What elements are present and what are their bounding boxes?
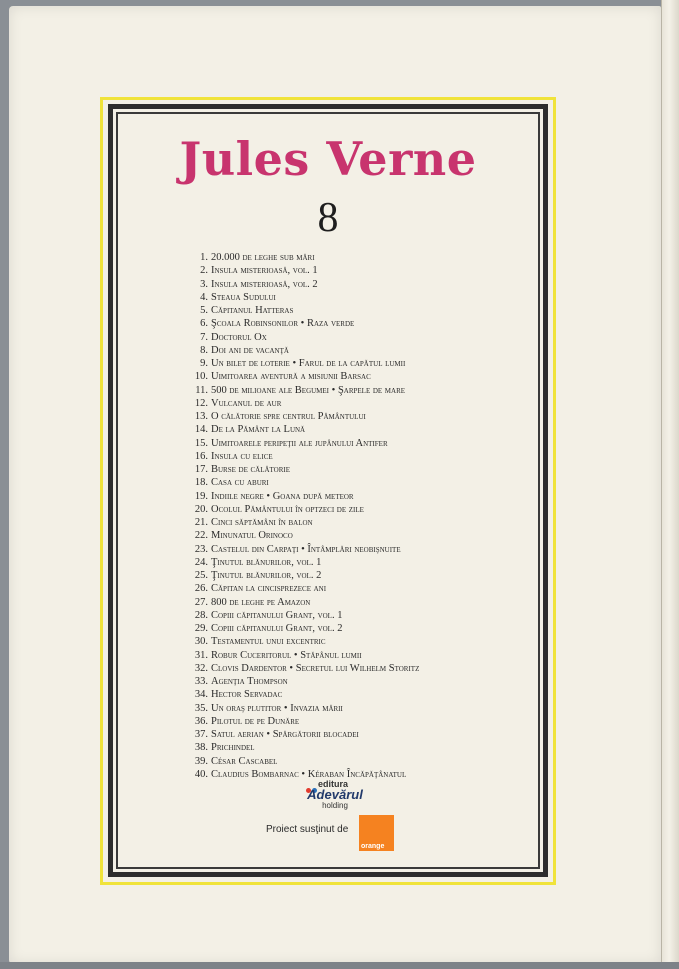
title-text: Insula misterioasă, vol. 1 — [211, 265, 318, 277]
title-text: Casa cu aburi — [211, 477, 269, 489]
publisher-line-1: editura — [318, 779, 349, 789]
title-text: 800 de leghe pe Amazon — [211, 596, 311, 608]
title-list-item — [186, 715, 486, 728]
title-list-item — [186, 649, 486, 662]
title-text: Agenţia Thompson — [211, 676, 288, 687]
title-list-item — [186, 476, 486, 489]
title-list-item — [186, 463, 486, 476]
title-number: 40. — [194, 768, 208, 780]
title-number: 12. — [194, 397, 208, 409]
title-list-item — [186, 741, 486, 754]
title-list-item — [186, 264, 486, 277]
title-text: Cinci săptămâni în balon — [211, 517, 313, 528]
title-number: 34. — [194, 689, 208, 701]
title-number: 1. — [200, 252, 208, 263]
title-list-item — [186, 702, 486, 715]
title-number: 8. — [200, 344, 208, 356]
title-number: 31. — [194, 649, 208, 661]
title-list-item — [186, 635, 486, 648]
title-list-item — [186, 450, 486, 463]
title-list-item — [186, 728, 486, 741]
title-list-item — [186, 291, 486, 304]
title-number: 15. — [194, 437, 208, 449]
title-text: Insula cu elice — [211, 450, 273, 462]
title-text: Un bilet de loterie • Farul de la capătul lumii — [211, 358, 406, 369]
title-list-item — [186, 596, 486, 609]
title-list-item — [186, 370, 486, 383]
title-text: Ţinutul blănurilor, vol. 1 — [211, 556, 322, 568]
publisher-line-2: Adevărul — [307, 787, 363, 802]
title-text: Burse de călătorie — [211, 464, 291, 475]
book-page-edge — [661, 0, 679, 969]
title-list-item — [186, 582, 486, 595]
title-text: Robur Cuceritorul • Stăpânul lumii — [211, 649, 362, 661]
title-list-item — [186, 490, 486, 503]
title-text: Căpitan la cincisprezece ani — [211, 583, 327, 595]
title-number: 10. — [194, 371, 208, 383]
title-text: Steaua Sudului — [211, 291, 276, 303]
volume-number: 8 — [317, 195, 339, 241]
title-text: Doi ani de vacanţă — [211, 344, 289, 356]
title-number: 19. — [194, 490, 208, 502]
title-list-item — [186, 755, 486, 768]
title-number: 6. — [200, 318, 208, 330]
title-text: César Cascabel — [211, 755, 278, 767]
publisher-line-3: holding — [322, 801, 348, 810]
title-text: Hector Servadac — [211, 689, 283, 701]
orange-logo — [359, 815, 394, 851]
title-list-item — [186, 304, 486, 317]
title-number: 9. — [200, 358, 208, 369]
title-number: 17. — [194, 464, 208, 475]
publisher-logo — [300, 779, 370, 811]
title-number: 16. — [194, 450, 208, 462]
author-title: Jules Verne — [179, 132, 477, 186]
title-list-item — [186, 529, 486, 542]
title-text: Pilotul de pe Dunăre — [211, 715, 300, 727]
title-list-item — [186, 503, 486, 516]
title-number: 13. — [194, 411, 208, 422]
title-number: 39. — [194, 755, 208, 767]
title-number: 21. — [194, 517, 208, 528]
title-list-item — [186, 556, 486, 569]
title-number: 28. — [194, 609, 208, 621]
title-number: 35. — [194, 702, 208, 714]
title-number: 37. — [194, 729, 208, 740]
title-text: De la Pământ la Lună — [211, 424, 306, 436]
title-list-item — [186, 397, 486, 410]
title-list-item — [186, 543, 486, 556]
title-text: Castelul din Carpaţi • Întâmplări neobişnuite — [211, 543, 401, 555]
title-text: Claudius Bombarnac • Kéraban Încăpăţânatul — [211, 768, 407, 780]
title-text: Satul aerian • Spărgătorii blocadei — [211, 729, 359, 740]
title-text: Minunatul Orinoco — [211, 530, 293, 542]
title-list-item — [186, 331, 486, 344]
title-text: 20.000 de leghe sub mări — [211, 252, 315, 263]
title-number: 14. — [194, 424, 208, 436]
title-number: 20. — [194, 503, 208, 515]
title-number: 7. — [200, 331, 208, 343]
title-list-item — [186, 516, 486, 529]
title-list-item — [186, 344, 486, 357]
title-text: Vulcanul de aur — [211, 397, 282, 409]
title-list-item — [186, 622, 486, 635]
title-text: O călătorie spre centrul Pământului — [211, 411, 366, 422]
title-text: 500 de milioane ale Begumei • Şarpele de mare — [211, 384, 406, 396]
title-text: Uimitoarea aventură a misiunii Barsac — [211, 371, 371, 383]
title-number: 32. — [194, 662, 208, 674]
orange-logo-text: orange — [361, 843, 385, 850]
title-list-item — [186, 437, 486, 450]
title-number: 24. — [194, 556, 208, 568]
title-number: 3. — [200, 278, 208, 290]
title-text: Şcoala Robinsonilor • Raza verde — [211, 318, 355, 330]
title-list-item — [186, 410, 486, 423]
title-list-item — [186, 278, 486, 291]
title-text: Prichindel — [211, 742, 255, 754]
title-list-item — [186, 317, 486, 330]
series-title-list — [186, 251, 486, 781]
title-text: Copiii căpitanului Grant, vol. 2 — [211, 623, 343, 634]
sponsor-text: Proiect susţinut de — [266, 824, 349, 835]
title-number: 22. — [194, 530, 208, 542]
title-number: 29. — [194, 623, 208, 634]
title-list-item — [186, 675, 486, 688]
title-text: Ocolul Pământului în optzeci de zile — [211, 503, 364, 515]
title-number: 30. — [194, 636, 208, 648]
title-number: 27. — [194, 596, 208, 608]
title-text: Testamentul unui excentric — [211, 636, 326, 648]
title-number: 23. — [194, 543, 208, 555]
title-list-item — [186, 423, 486, 436]
background-surface — [0, 962, 679, 969]
title-text: Doctorul Ox — [211, 331, 267, 343]
title-list-item — [186, 662, 486, 675]
title-list-item — [186, 569, 486, 582]
title-text: Copiii căpitanului Grant, vol. 1 — [211, 609, 343, 621]
title-text: Un oraş plutitor • Invazia mării — [211, 702, 343, 714]
title-list-item — [186, 688, 486, 701]
title-number: 2. — [200, 265, 208, 277]
title-text: Clovis Dardentor • Secretul lui Wilhelm Storitz — [211, 662, 420, 674]
title-text: Insula misterioasă, vol. 2 — [211, 278, 318, 290]
title-text: Ţinutul blănurilor, vol. 2 — [211, 570, 322, 581]
title-number: 33. — [194, 676, 208, 687]
title-text: Indiile negre • Goana după meteor — [211, 490, 354, 502]
title-text: Uimitoarele peripeţii ale jupânului Antifer — [211, 437, 388, 449]
title-number: 36. — [194, 715, 208, 727]
title-number: 11. — [195, 384, 208, 396]
title-number: 5. — [200, 305, 208, 316]
title-number: 18. — [194, 477, 208, 489]
title-list-item — [186, 251, 486, 264]
title-number: 26. — [194, 583, 208, 595]
title-number: 25. — [194, 570, 208, 581]
title-list-item — [186, 384, 486, 397]
title-list-item — [186, 357, 486, 370]
title-number: 38. — [194, 742, 208, 754]
title-list-item — [186, 609, 486, 622]
title-text: Căpitanul Hatteras — [211, 305, 294, 316]
title-number: 4. — [200, 291, 208, 303]
